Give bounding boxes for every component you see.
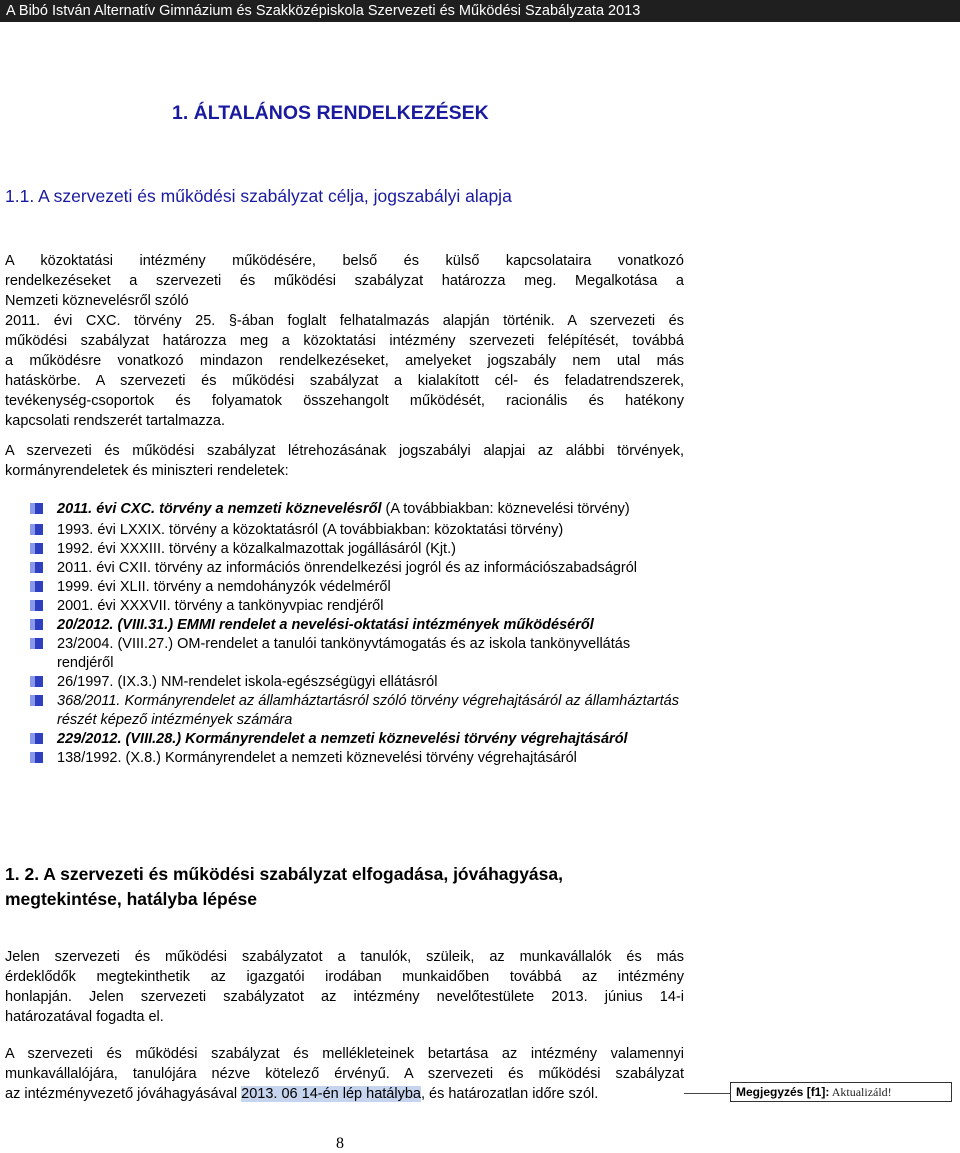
text-line: kapcsolati rendszerét tartalmazza. — [5, 413, 226, 429]
text-line: A közoktatási intézmény működésére, belső és külső kapcsolataira vonatkozó — [5, 253, 684, 269]
text-line: Jelen szervezeti és működési szabályzatot a tanulók, szüleik, az munkavállalók és más — [5, 949, 684, 965]
section-1-2-paragraph-2 — [5, 1044, 684, 1104]
comment-label: Megjegyzés [f1]: — [736, 1085, 830, 1099]
section-1-heading: 1. ÁLTALÁNOS RENDELKEZÉSEK — [172, 102, 489, 124]
text-line: működési szabályzat határozza meg a közoktatási intézmény szervezeti felépítését, továbbá — [5, 333, 684, 349]
law-title: 2011. évi CXC. törvény a nemzeti köznevelésről — [57, 501, 382, 517]
section-1-1-paragraph-1 — [5, 251, 684, 431]
heading-line: 1. 2. A szervezeti és működési szabályzat elfogadása, jóváhagyása, — [5, 864, 563, 884]
bullet-icon — [30, 695, 43, 706]
text-line: rendelkezéseket a szervezeti és működési szabályzat határozza meg. Megalkotása a — [5, 273, 684, 289]
list-item — [30, 616, 686, 635]
bullet-icon — [30, 619, 43, 630]
bullet-icon — [30, 503, 43, 514]
law-note: (A továbbiakban: köznevelési törvény) — [381, 501, 630, 517]
comment-balloon[interactable] — [730, 1082, 952, 1102]
bullet-icon — [30, 581, 43, 592]
bullet-icon — [30, 524, 43, 535]
law-text: 229/2012. (VIII.28.) Kormányrendelet a nemzeti köznevelési törvény végrehajtásáról — [57, 731, 628, 747]
section-1-1-paragraph-2 — [5, 441, 684, 481]
list-item — [30, 673, 686, 692]
text-fragment: az intézményvezető jóváhagyásával — [5, 1086, 242, 1102]
list-item — [30, 559, 686, 578]
text-line: érdeklődők megtekinthetik az igazgatói irodában munkaidőben továbbá az intézmény — [5, 969, 684, 985]
list-item — [30, 730, 686, 749]
text-line: munkavállalójára, tanulójára nézve kötelező érvényű. A szervezeti és működési szabályzat — [5, 1066, 684, 1082]
section-1-1-heading: 1.1. A szervezeti és működési szabályzat célja, jogszabályi alapja — [5, 186, 512, 206]
text-line: A szervezeti és működési szabályzat és mellékleteinek betartása az intézmény valamennyi — [5, 1046, 684, 1062]
list-item — [30, 521, 686, 540]
text-line: honlapján. Jelen szervezeti szabályzatot az intézmény nevelőtestülete 2013. június 14-i — [5, 989, 684, 1005]
list-item — [30, 635, 686, 673]
law-text: 1992. évi XXXIII. törvény a közalkalmazottak jogállásáról (Kjt.) — [57, 541, 456, 557]
law-text: 23/2004. (VIII.27.) OM-rendelet a tanulói tankönyvtámogatás és az iskola tankönyvellátás rendjéről — [57, 636, 631, 671]
law-text: 2001. évi XXXVII. törvény a tankönyvpiac rendjéről — [57, 598, 384, 614]
list-item — [30, 692, 686, 730]
section-1-2-paragraph-1 — [5, 947, 684, 1027]
comment-text: Aktualizáld! — [829, 1085, 892, 1099]
heading-line: megtekintése, hatályba lépése — [5, 889, 257, 909]
bullet-icon — [30, 543, 43, 554]
law-text: 368/2011. Kormányrendelet az államháztartásról szóló törvény végrehajtásáról az államháztartás részét képező intézmények számára — [57, 693, 679, 728]
text-line: kormányrendeletek és miniszteri rendeletek: — [5, 463, 289, 479]
law-text: 2011. évi CXII. törvény az információs önrendelkezési jogról és az információszabadságról — [57, 560, 638, 576]
page-number: 8 — [336, 1135, 344, 1152]
commented-text-highlight[interactable]: 2013. 06 14-én lép hatályba — [241, 1086, 421, 1102]
bullet-icon — [30, 600, 43, 611]
document-header: A Bibó István Alternatív Gimnázium és Szakközépiskola Szervezeti és Működési Szabályzata 2013 — [0, 0, 960, 22]
law-text: 1999. évi XLII. törvény a nemdohányzók védelméről — [57, 579, 391, 595]
law-text: 1993. évi LXXIX. törvény a közoktatásról (A továbbiakban: közoktatási törvény) — [57, 522, 564, 538]
text-line: tevékenység-csoportok és folyamatok összehangolt működését, racionális és hatékony — [5, 393, 684, 409]
law-text: 138/1992. (X.8.) Kormányrendelet a nemzeti köznevelési törvény végrehajtásáról — [57, 750, 577, 766]
text-line: határozatával fogadta el. — [5, 1009, 164, 1025]
bullet-icon — [30, 676, 43, 687]
comment-connector — [684, 1093, 730, 1094]
list-item — [30, 578, 686, 597]
text-line: a működésre vonatkozó mindazon rendelkezéseket, amelyeket jogszabály nem utal más — [5, 353, 684, 369]
bullet-icon — [30, 562, 43, 573]
law-list — [30, 500, 686, 768]
list-item — [30, 597, 686, 616]
bullet-icon — [30, 752, 43, 763]
law-text: 20/2012. (VIII.31.) EMMI rendelet a nevelési-oktatási intézmények működéséről — [57, 617, 594, 633]
text-line: A szervezeti és működési szabályzat létrehozásának jogszabályi alapjai az alábbi törvények, — [5, 443, 684, 459]
bullet-icon — [30, 733, 43, 744]
section-1-2-heading — [5, 862, 705, 912]
law-text: 26/1997. (IX.3.) NM-rendelet iskola-egészségügyi ellátásról — [57, 674, 438, 690]
text-line: 2011. évi CXC. törvény 25. §-ában foglalt felhatalmazás alapján történik. A szervezeti és — [5, 313, 684, 329]
list-item — [30, 500, 686, 519]
list-item — [30, 540, 686, 559]
list-item — [30, 749, 686, 768]
text-line: hatáskörbe. A szervezeti és működési szabályzat a kialakított cél- és feladatrendszerek, — [5, 373, 684, 389]
text-line: Nemzeti köznevelésről szóló — [5, 293, 189, 309]
text-fragment: , és határozatlan időre szól. — [420, 1086, 599, 1102]
bullet-icon — [30, 638, 43, 649]
text-line — [5, 1084, 684, 1104]
